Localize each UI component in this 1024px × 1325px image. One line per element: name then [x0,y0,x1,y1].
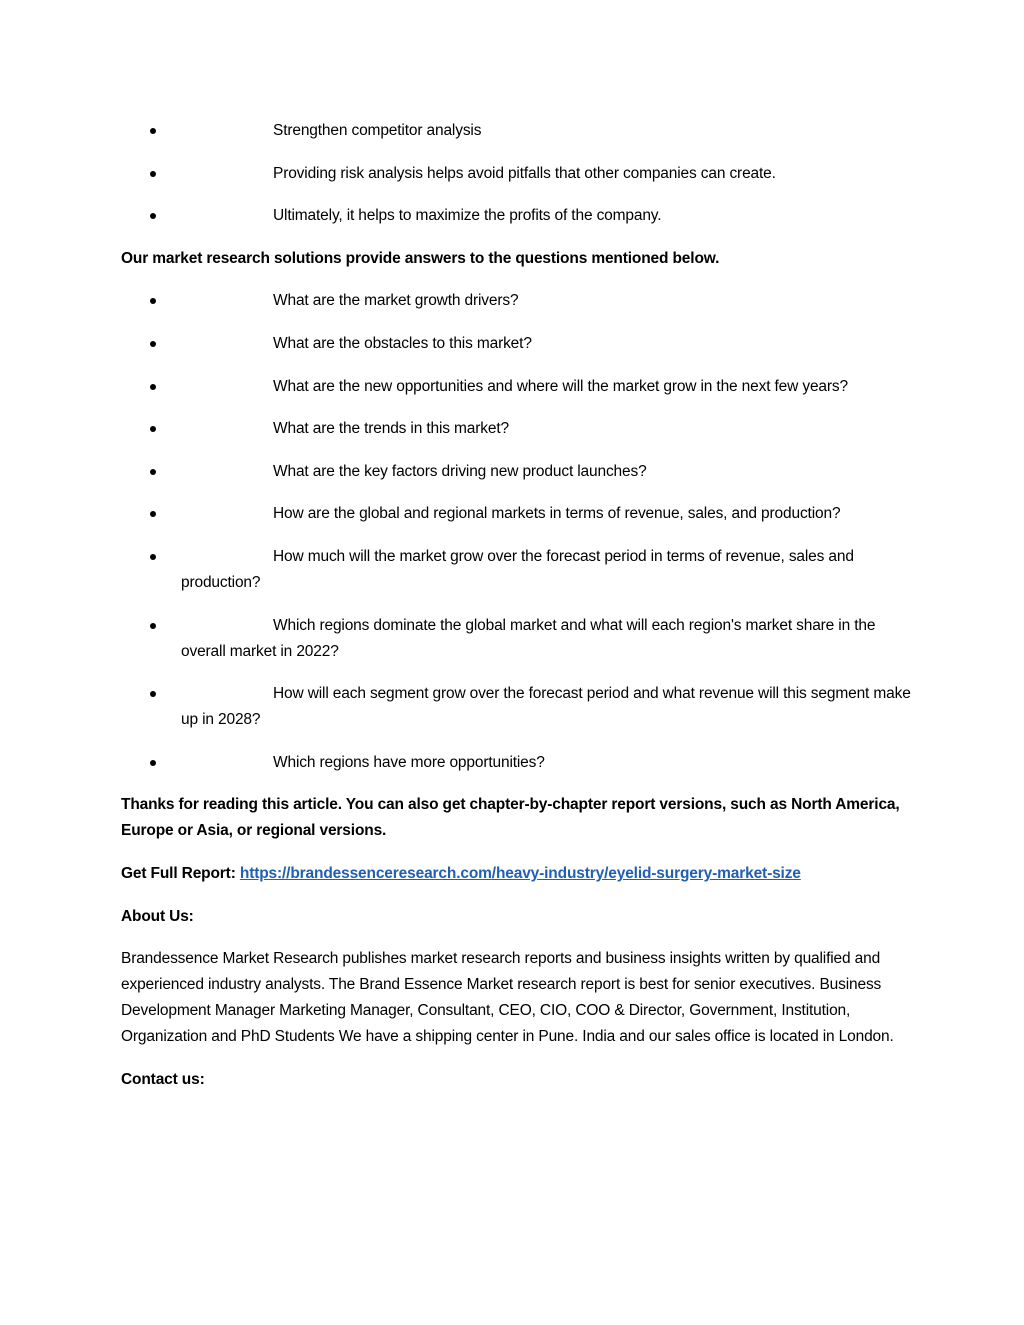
list-item-text: What are the trends in this market? [273,420,509,438]
bullet-icon [150,213,156,219]
list-item-text: How much will the market grow over the forecast period in terms of revenue, sales and production? [181,547,854,591]
bullet-icon [150,554,156,560]
list-item-text: Ultimately, it helps to maximize the profits of the company. [273,207,662,225]
list-item-text: What are the new opportunities and where will the market grow in the next few years? [273,377,848,395]
thanks-paragraph: Thanks for reading this article. You can also get chapter-by-chapter report versions, such as North America, Europe or Asia, or regional versions. [121,796,900,840]
contact-heading: Contact us: [121,1070,205,1088]
list-item-text: Which regions dominate the global market and what will each region's market share in the overall market in 2022? [181,616,876,660]
bullet-icon [150,623,156,629]
list-item [121,416,911,442]
list-item [121,203,911,229]
list-item-text: Strengthen competitor analysis [273,122,482,139]
list-item [121,750,911,776]
document-page [121,118,911,1109]
list-item [121,374,911,400]
bullet-icon [150,760,156,766]
bullet-icon [150,691,156,697]
bullet-icon [150,426,156,432]
list-item [121,459,911,485]
bullet-icon [150,298,156,304]
questions-list [121,288,911,775]
bullet-icon [150,469,156,475]
list-item [121,161,911,187]
list-item [121,288,911,314]
list-item [121,331,911,357]
bullet-icon [150,171,156,177]
list-item [121,118,911,144]
full-report-label: Get Full Report: [121,864,240,882]
full-report-link[interactable]: https://brandessenceresearch.com/heavy-industry/eyelid-surgery-market-size [239,864,801,882]
list-item-text: How will each segment grow over the forecast period and what revenue will this segment make up in 2028? [181,685,911,729]
bullet-icon [150,511,156,517]
about-body: Brandessence Market Research publishes market research reports and business insights written by qualified and experienced industry analysts. The Brand Essence Market research report is best for senior executives. Business Development Manager Marketing Manager, Consultant, CEO, CIO, COO & Director, Government, Institution, Organization and PhD Students We have a shipping center in Pune. India and our sales office is located in London. [121,950,894,1046]
list-item-text: What are the key factors driving new product launches? [273,462,647,480]
list-item-text: Providing risk analysis helps avoid pitfalls that other companies can create. [273,164,776,182]
list-item [121,544,911,596]
questions-heading: Our market research solutions provide answers to the questions mentioned below. [121,249,720,267]
list-item-text: What are the obstacles to this market? [273,334,532,352]
intro-bullet-list [121,118,911,229]
list-item-text: Which regions have more opportunities? [273,753,545,771]
bullet-icon [150,341,156,347]
list-item [121,681,911,733]
bullet-icon [150,128,156,134]
list-item [121,501,911,527]
about-heading: About Us: [121,907,194,925]
list-item-text: What are the market growth drivers? [273,292,519,310]
full-report-line [121,861,911,887]
bullet-icon [150,384,156,390]
list-item [121,613,911,665]
list-item-text: How are the global and regional markets in terms of revenue, sales, and production? [273,505,841,523]
